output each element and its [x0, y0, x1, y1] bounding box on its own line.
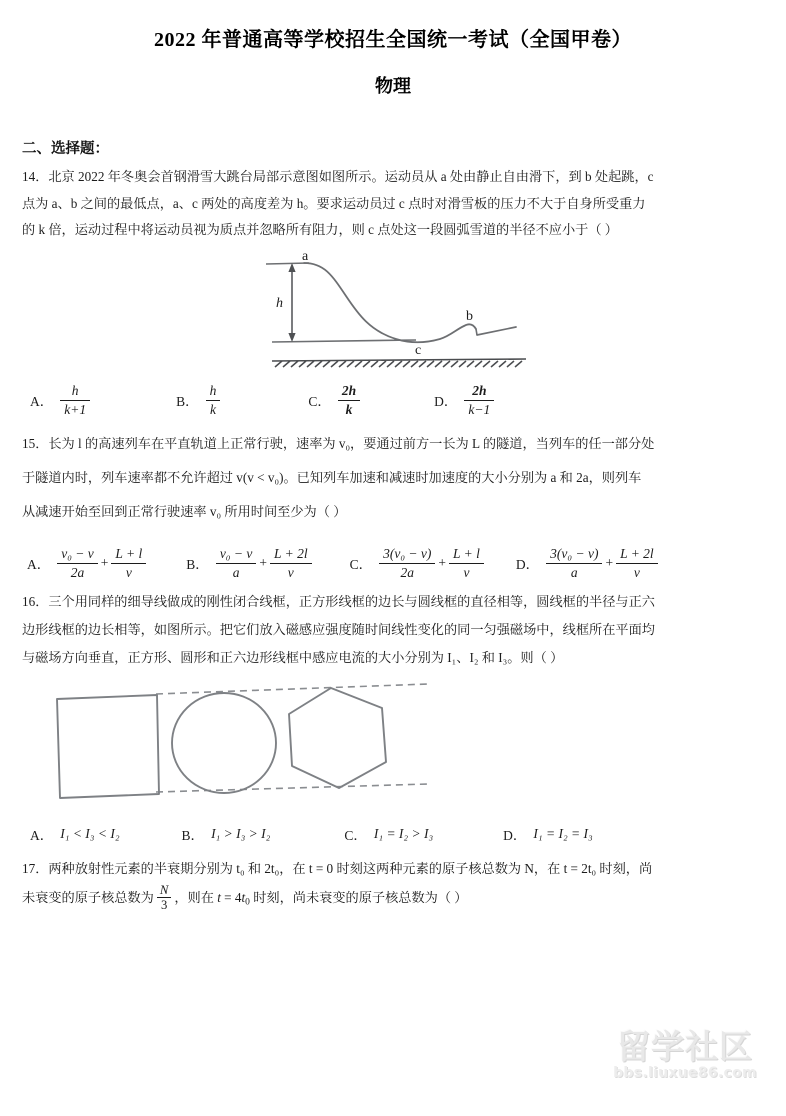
plus-sign: +	[259, 555, 267, 571]
option-14-c-fraction	[338, 383, 360, 417]
loops-diagram	[28, 678, 428, 803]
option-15-d-fraction-1	[546, 546, 602, 580]
option-14-c-label: C．	[308, 394, 331, 410]
option-14-d-fraction	[464, 383, 494, 417]
option-14-a[interactable]	[30, 383, 90, 417]
option-14-d-numerator: 2h	[472, 383, 487, 399]
option-15-a[interactable]	[27, 546, 146, 580]
option-14-d-denominator: k−1	[464, 400, 494, 418]
option-15-b-fraction-2	[270, 546, 312, 580]
option-14-c-numerator: 2h	[341, 383, 357, 399]
question-16-line-3: 与磁场方向垂直，正方形、圆形和正六边形线框中感应电流的大小分别为 I₁、I₂ 和 I₃。则（ ）	[22, 649, 564, 665]
option-14-c[interactable]	[308, 383, 360, 417]
option-15-d-fraction-2	[616, 546, 658, 580]
option-16-a[interactable]	[30, 824, 120, 844]
question-17-fraction	[157, 883, 171, 912]
option-15-b-num-1: v₀ − v	[219, 546, 253, 562]
question-17-line-2	[22, 883, 764, 914]
option-14-a-numerator: h	[71, 383, 79, 399]
option-15-d[interactable]	[516, 546, 658, 580]
option-15-b-num-2: L + 2l	[273, 546, 308, 562]
option-15-d-num-2: L + 2l	[620, 546, 654, 562]
option-16-c-expression: I₁ = I₂ > I₃	[373, 825, 434, 841]
option-15-c-den-2: v	[449, 563, 484, 581]
option-16-d[interactable]	[503, 824, 593, 844]
question-16-line-2: 边形线框的边长相等，如图所示。把它们放入磁感应强度随时间线性变化的同一匀强磁场中，线框所在平面均	[22, 622, 655, 638]
page-title: 2022 年普通高等学校招生全国统一考试（全国甲卷）	[154, 29, 632, 51]
option-16-b[interactable]	[182, 824, 271, 844]
question-17-line-2-part-1: 未衰变的原子核总数为	[22, 889, 154, 905]
option-15-a-den-2: v	[111, 563, 146, 581]
option-15-c-num-1: 3(v₀ − v)	[383, 546, 432, 562]
option-14-c-denominator: k	[338, 400, 360, 418]
label-c: c	[415, 343, 422, 359]
question-16-line-1: 16．三个用同样的细导线做成的刚性闭合线框，正方形线框的边长与圆线框的直径相等，圆线框的半径与正六	[22, 594, 655, 610]
watermark-sub-text: bbs.liuxue86.com	[613, 1065, 757, 1081]
option-15-d-den-2: v	[616, 563, 658, 581]
question-16-options	[22, 808, 764, 844]
option-15-d-den-1: a	[546, 563, 602, 581]
question-15-line-1: 15．长为 l 的高速列车在平直轨道上正常行驶，速率为 v₀，要通过前方一长为 L 的隧道，当列车的任一部分处	[22, 436, 655, 452]
question-17-fraction-denominator: 3	[157, 897, 171, 912]
question-15-options	[22, 528, 764, 580]
subject-title: 物理	[375, 76, 411, 96]
circle-loop	[172, 693, 276, 793]
option-14-a-label: A．	[30, 394, 54, 410]
question-15-line-3: 从减速开始至回到正常行驶速率 v₀ 所用时间至少为（ ）	[22, 503, 347, 519]
option-14-b[interactable]	[176, 383, 220, 417]
option-15-c-den-1: 2a	[379, 563, 435, 581]
option-15-d-label: D．	[515, 557, 540, 573]
option-16-a-label: A．	[30, 827, 54, 843]
option-15-c-fraction-2	[449, 546, 484, 580]
option-14-b-denominator: k	[206, 400, 221, 418]
option-16-c[interactable]	[344, 824, 433, 844]
option-14-d[interactable]	[434, 383, 494, 417]
question-15-line-2: 于隧道内时，列车速率都不允许超过 v(v < v₀)。已知列车加速和减速时加速度的大小分别为 a 和 2a，则列车	[22, 470, 642, 486]
question-14-line-3: 的 k 倍，运动过程中将运动员视为质点并忽略所有阻力，则 c 点处这一段圆弧雪道的半径不应小于（ ）	[22, 222, 618, 237]
option-15-b-den-1: a	[216, 563, 257, 581]
question-14-line-1: 14．北京 2022 年冬奥会首钢滑雪大跳台局部示意图如图所示。运动员从 a 处由静止自由滑下，到 b 处起跳，c	[22, 169, 654, 185]
label-h: h	[276, 296, 283, 312]
option-15-c-num-2: L + l	[453, 546, 480, 562]
option-16-b-expression: I₁ > I₃ > I₂	[211, 825, 271, 841]
option-16-c-label: C．	[344, 827, 367, 843]
site-watermark	[600, 1027, 770, 1110]
question-14	[22, 162, 764, 243]
section-heading: 二、选择题：	[22, 141, 109, 158]
plus-sign: +	[100, 555, 109, 571]
question-17-fraction-numerator: N	[159, 882, 169, 897]
option-15-a-fraction-2	[111, 546, 146, 580]
option-15-b-den-2: v	[270, 563, 312, 581]
watermark-main-text: 留学社区	[617, 1027, 753, 1066]
guide-line-top	[156, 684, 428, 694]
option-16-b-label: B．	[181, 827, 205, 843]
question-17	[22, 844, 764, 914]
label-b: b	[466, 309, 473, 325]
option-14-b-numerator: h	[209, 383, 217, 399]
option-15-c-fraction-1	[379, 546, 435, 580]
label-a: a	[302, 251, 309, 265]
question-14-figure	[22, 243, 764, 369]
option-15-d-num-1: 3(v₀ − v)	[550, 546, 599, 562]
option-15-c-label: C．	[349, 557, 373, 573]
option-15-a-label: A．	[27, 557, 51, 573]
question-17-line-2-part-2: ，则在 $t = 4t_0$ 时刻，尚未衰变的原子核总数为（ ）	[174, 889, 468, 908]
plus-sign: +	[605, 555, 614, 571]
option-14-d-label: D．	[434, 394, 458, 410]
option-16-d-expression: I₁ = I₂ = I₃	[533, 825, 593, 841]
option-15-b[interactable]	[186, 546, 311, 580]
question-15	[22, 417, 764, 528]
plus-sign: +	[438, 555, 447, 571]
option-15-a-fraction-1	[57, 546, 98, 580]
option-14-b-label: B．	[176, 394, 199, 410]
question-14-options	[22, 369, 764, 417]
option-14-a-denominator: k+1	[60, 400, 90, 418]
option-15-b-fraction-1	[216, 546, 257, 580]
question-17-line-1: 17．两种放射性元素的半衰期分别为 t₀ 和 2t₀，在 t = 0 时刻这两种元素的原子核总数为 N，在 t = 2t₀ 时刻，尚	[22, 860, 653, 876]
question-16	[22, 580, 764, 671]
option-16-d-label: D．	[503, 827, 527, 843]
option-15-a-den-1: 2a	[57, 563, 98, 581]
option-15-a-num-2: L + l	[115, 546, 143, 562]
option-14-a-fraction	[60, 383, 90, 417]
question-16-figure	[22, 672, 764, 808]
option-15-c[interactable]	[350, 546, 484, 580]
ski-jump-diagram	[254, 251, 554, 369]
option-14-b-fraction	[206, 383, 221, 417]
square-loop	[57, 695, 159, 798]
option-15-b-label: B．	[186, 557, 209, 573]
option-15-a-num-1: v₀ − v	[61, 546, 94, 562]
hexagon-loop	[289, 688, 386, 788]
question-14-line-2: 点为 a、b 之间的最低点，a、c 两处的高度差为 h。要求运动员过 c 点时对滑雪板的压力不大于自身所受重力	[22, 195, 646, 211]
option-16-a-expression: I₁ < I₃ < I₂	[60, 825, 120, 841]
